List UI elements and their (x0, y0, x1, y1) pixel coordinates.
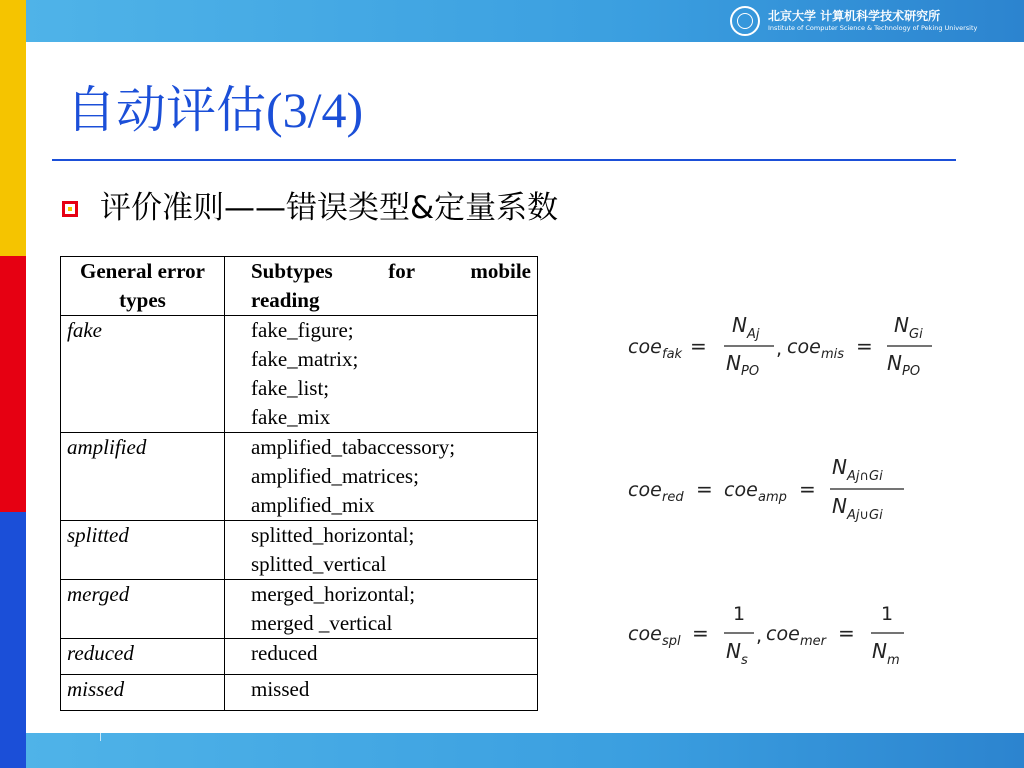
title-divider (52, 159, 956, 161)
error-type-cell: fake (61, 316, 225, 433)
svg-text:coe: coe (724, 479, 758, 501)
subtypes-cell (225, 580, 538, 639)
subtype: splitted_vertical (251, 552, 387, 576)
svg-text:=: = (856, 334, 873, 358)
logo-chinese-name: 北京大学 计算机科学技术研究所 (768, 9, 941, 23)
bullet-heading: 评价准则——错误类型&定量系数 (100, 190, 559, 226)
bullet-square-icon (62, 201, 78, 217)
subtype: fake_figure; (251, 318, 354, 342)
error-type-cell: merged (61, 580, 225, 639)
table-header-row (61, 257, 538, 316)
error-types-table (60, 256, 538, 711)
logo-english-name: Institute of Computer Science & Technology of Peking University (768, 24, 978, 32)
left-stripe-yellow (0, 0, 26, 256)
subtype: fake_mix (251, 405, 331, 429)
header-subtypes-line1: Subtypes for mobile (251, 259, 531, 283)
svg-text:Aj: Aj (747, 327, 760, 342)
table-row (61, 521, 538, 580)
title-text: 自动评估 (66, 81, 266, 139)
svg-text:Gi: Gi (909, 327, 923, 342)
svg-text:N: N (726, 639, 741, 663)
left-stripe-red (0, 256, 26, 512)
subtype: fake_list; (251, 376, 330, 400)
svg-text:N: N (872, 639, 887, 663)
slide-title (66, 80, 363, 140)
svg-text:N: N (887, 351, 902, 375)
svg-text:coe: coe (628, 623, 662, 645)
svg-text:1: 1 (881, 603, 894, 625)
svg-text:=: = (799, 477, 816, 501)
svg-text:red: red (662, 490, 684, 505)
svg-text:N: N (894, 313, 909, 337)
subtype: amplified_matrices; (251, 464, 419, 488)
table-row (61, 675, 538, 711)
formula-fake-missed (628, 310, 948, 385)
svg-text:,: , (756, 625, 763, 647)
svg-text:Aj∩Gi: Aj∩Gi (847, 469, 883, 484)
svg-text:=: = (838, 621, 855, 645)
subtypes-cell (225, 433, 538, 521)
formula-reduced-amplified (628, 452, 928, 533)
bottom-tick-mark (100, 733, 101, 741)
subtype: splitted_horizontal; (251, 523, 415, 547)
svg-text:PO: PO (902, 364, 921, 379)
subtype: fake_matrix; (251, 347, 359, 371)
subtypes-cell (225, 639, 538, 675)
subtype: merged _vertical (251, 611, 393, 635)
error-type-cell: reduced (61, 639, 225, 675)
error-type-cell: missed (61, 675, 225, 711)
subtype: amplified_tabaccessory; (251, 435, 456, 459)
university-logo (714, 2, 1022, 40)
svg-text:coe: coe (628, 479, 662, 501)
svg-text:amp: amp (758, 490, 787, 505)
svg-text:,: , (776, 338, 783, 360)
header-subtypes (225, 257, 538, 316)
subtype: missed (251, 677, 310, 701)
error-type-cell: amplified (61, 433, 225, 521)
svg-text:spl: spl (662, 634, 681, 649)
table-row (61, 580, 538, 639)
header-subtypes-line2: reading (251, 288, 320, 312)
table-row (61, 316, 538, 433)
svg-text:=: = (690, 334, 707, 358)
svg-text:m: m (887, 653, 900, 668)
svg-text:N: N (832, 494, 847, 518)
svg-text:coe: coe (766, 623, 800, 645)
bottom-banner (26, 733, 1024, 768)
error-type-cell: splitted (61, 521, 225, 580)
subtype: reduced (251, 641, 318, 665)
svg-text:=: = (692, 621, 709, 645)
svg-text:mis: mis (821, 347, 845, 362)
svg-text:N: N (726, 351, 741, 375)
subtype: merged_horizontal; (251, 582, 416, 606)
svg-text:coe: coe (787, 336, 821, 358)
table-row (61, 639, 538, 675)
subtypes-cell (225, 316, 538, 433)
svg-text:fak: fak (662, 347, 683, 362)
svg-text:PO: PO (741, 364, 760, 379)
svg-text:Aj∪Gi: Aj∪Gi (847, 508, 883, 523)
header-general-error-types: General error types (61, 257, 225, 316)
subtypes-cell (225, 675, 538, 711)
subtypes-cell (225, 521, 538, 580)
left-stripe-blue (0, 512, 26, 768)
svg-text:N: N (732, 313, 747, 337)
table-row (61, 433, 538, 521)
formula-splitted-merged (628, 600, 928, 675)
subtype: amplified_mix (251, 493, 375, 517)
svg-text:N: N (832, 455, 847, 479)
university-seal-icon (730, 6, 760, 36)
svg-text:coe: coe (628, 336, 662, 358)
title-number: (3/4) (266, 82, 364, 138)
svg-text:mer: mer (800, 634, 827, 649)
svg-text:1: 1 (733, 603, 746, 625)
svg-text:s: s (741, 653, 748, 668)
svg-text:=: = (696, 477, 713, 501)
